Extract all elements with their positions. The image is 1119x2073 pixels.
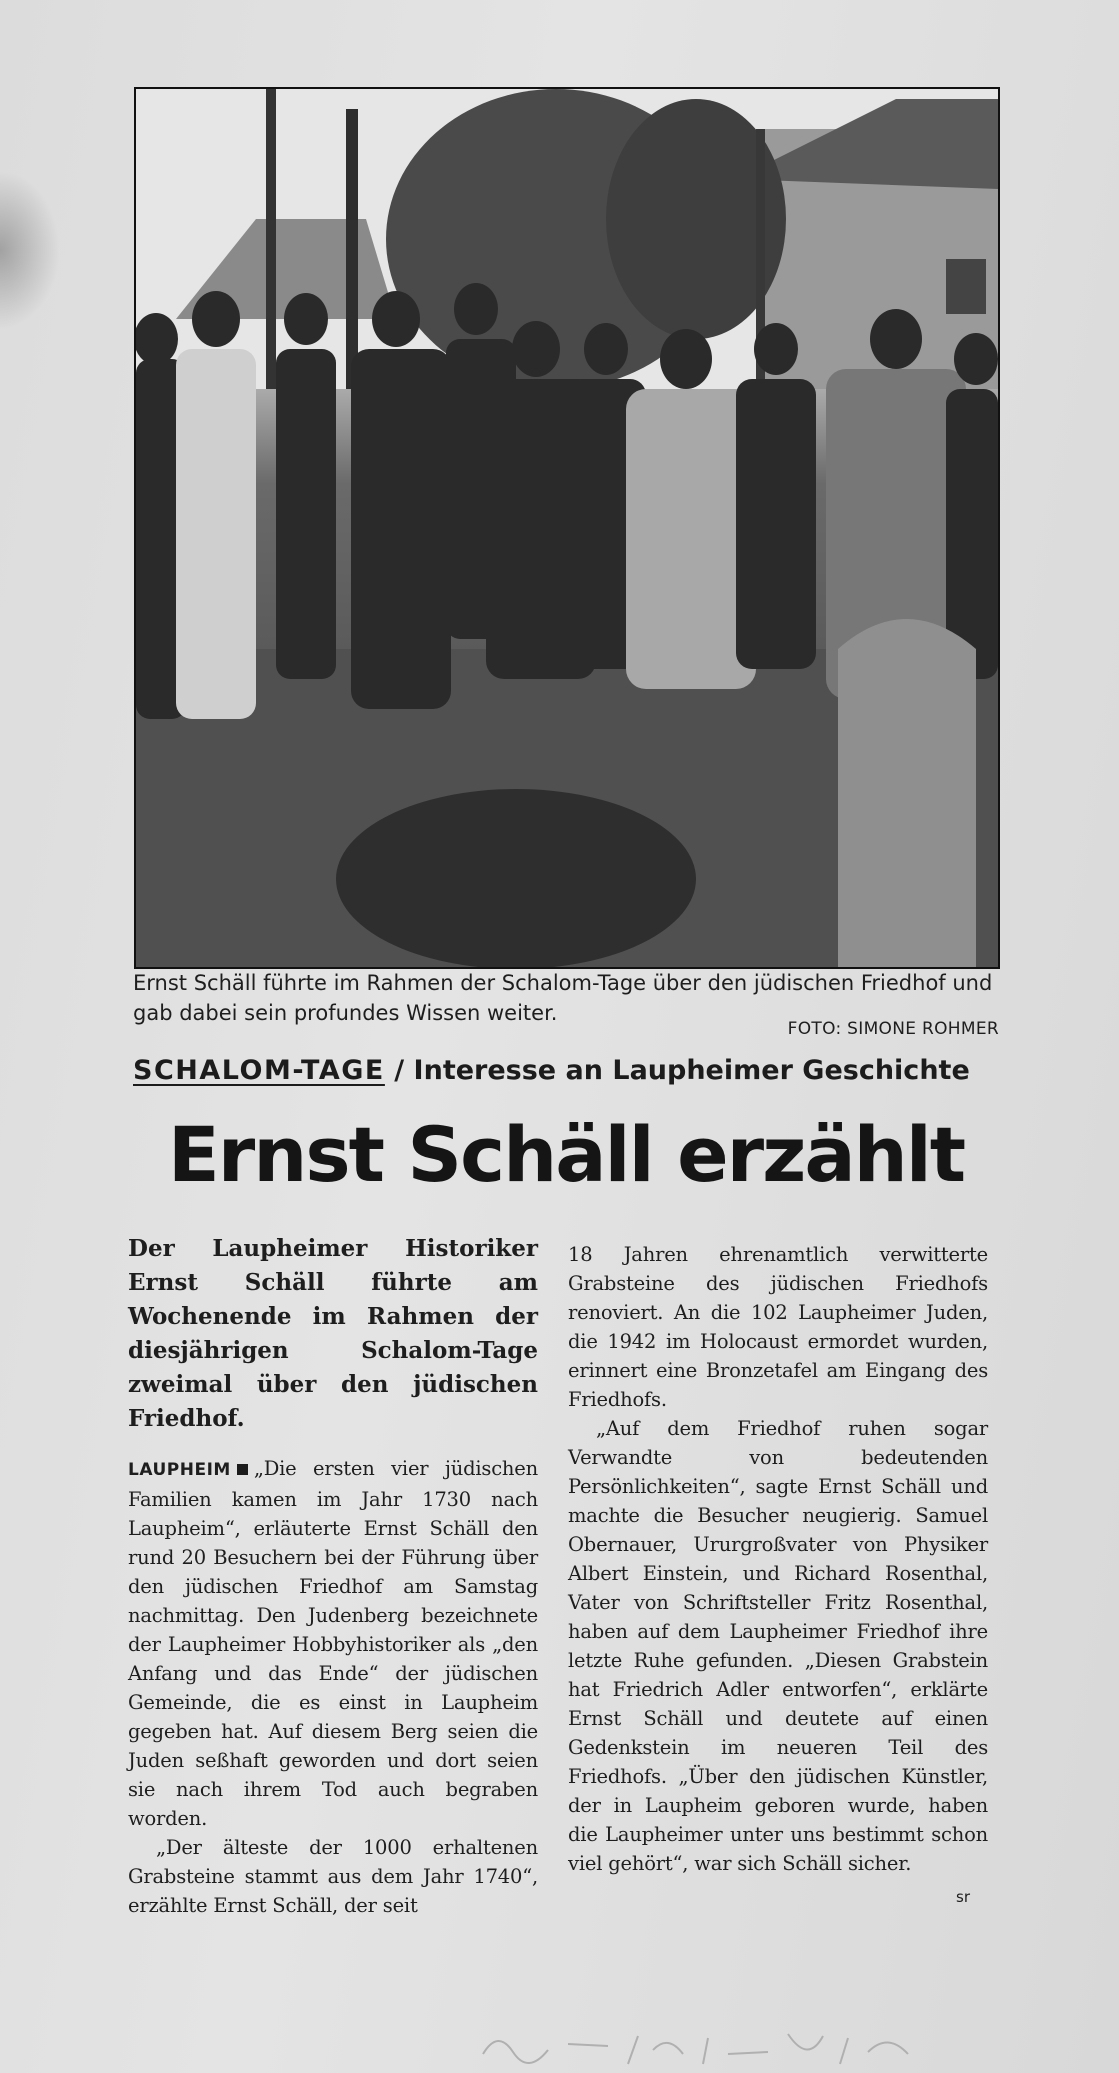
body-paragraph-1 [128,1454,538,1833]
headline: Ernst Schäll erzählt [167,1110,965,1199]
scan-shadow [0,170,60,330]
kicker-label: SCHALOM-TAGE [133,1055,385,1086]
photo-illustration [136,89,998,967]
pencil-handwriting-mark [478,2024,938,2068]
body-paragraph-4: „Auf dem Friedhof ruhen sogar Verwandte von bedeutenden Persönlichkeiten“, sagte Ernst Schäll und machte die Besucher neugierig. Samuel Obernauer, Ururgroßvater von Physiker Albert Einstein, und Richard Rosenthal, Vater von Schriftsteller Fritz Rosenthal, haben auf dem Laupheimer Friedhof ihre letzte Ruhe gefunden. „Diesen Grabstein hat Friedrich Adler entworfen“, erklärte Ernst Schäll und deutete auf einen Gedenkstein im neueren Teil des Friedhofs. „Über den jüdischen Künstler, der in Laupheim geboren wurde, haben die Laupheimer unter uns bestimmt schon viel gehört“, war sich Schäll sicher. [568,1417,988,1875]
square-bullet-icon [237,1464,248,1475]
article-column-left [128,1232,538,1920]
kicker [133,1055,999,1086]
caption-text: Ernst Schäll führte im Rahmen der Schalom-Tage über den jüdischen Friedhof und gab dabei sein profundes Wissen weiter. [133,971,993,1025]
body-paragraph-3: 18 Jahren ehrenamtlich verwitterte Grabsteine des jüdischen Friedhofs renoviert. An die 102 Laupheimer Juden, die 1942 im Holocaust ermordet wurden, erinnert eine Bronzetafel am Eingang des Friedhofs. [568,1243,988,1411]
lead-paragraph: Der Laupheimer Historiker Ernst Schäll führte am Wochenende im Rahmen der diesjährigen Schalom-Tage zweimal über den jüdischen Friedhof. [128,1235,538,1432]
author-initials: sr [956,1888,970,1906]
photo-credit: FOTO: SIMONE ROHMER [787,1019,999,1039]
article-photo [134,87,1000,969]
body-paragraph-2: „Der älteste der 1000 erhaltenen Grabsteine stammt aus dem Jahr 1740“, erzählte Ernst Schäll, der seit [128,1836,538,1917]
dateline: LAUPHEIM [128,1460,231,1480]
paragraph-1-text: „Die ersten vier jüdischen Familien kamen im Jahr 1730 nach Laupheim“, erläuterte Ernst Schäll den rund 20 Besuchern bei der Führung über den jüdischen Friedhof am Samstag nachmittag. Den Judenberg bezeichnete der Laupheimer Hobbyhistoriker als „den Anfang und das Ende“ der jüdischen Gemeinde, die es einst in Laupheim gegeben hat. Auf diesem Berg seien die Juden seßhaft geworden und dort seien sie nach ihrem Tod auch begraben worden. [128,1457,538,1830]
kicker-text: / Interesse an Laupheimer Geschichte [384,1055,970,1086]
article-column-right [568,1240,988,1906]
photo-caption [133,968,999,1039]
